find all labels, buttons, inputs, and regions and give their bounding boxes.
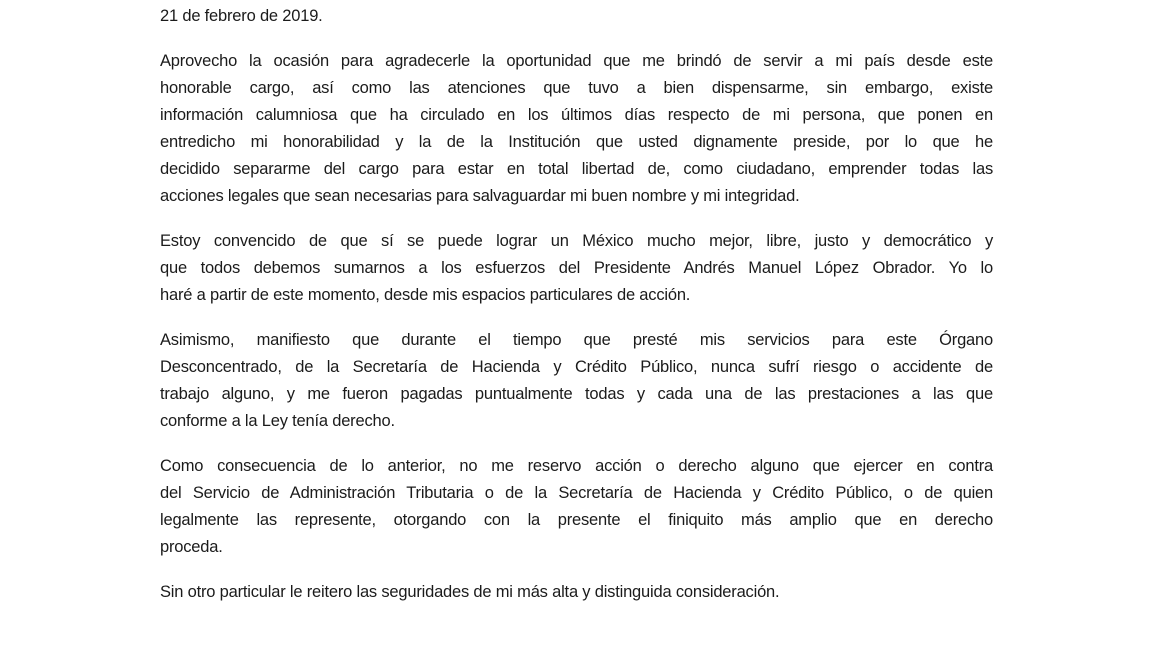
text-line: legalmente las represente, otorgando con la presente el finiquito más amplio que en derecho (160, 511, 993, 529)
text-line: decidido separarme del cargo para estar en total libertad de, como ciudadano, emprender todas las (160, 160, 993, 178)
paragraph (160, 579, 993, 606)
text-line: entredicho mi honorabilidad y la de la Institución que usted dignamente preside, por lo que he (160, 133, 993, 151)
text-line: del Servicio de Administración Tributaria o de la Secretaría de Hacienda y Crédito Público, o de quien (160, 484, 993, 502)
text-line: Como consecuencia de lo anterior, no me reservo acción o derecho alguno que ejercer en contra (160, 457, 993, 475)
paragraphs-container (160, 48, 993, 606)
text-line: conforme a la Ley tenía derecho. (160, 412, 395, 430)
date-line: 21 de febrero de 2019. (160, 7, 323, 25)
text-line: que todos debemos sumarnos a los esfuerzos del Presidente Andrés Manuel López Obrador. Yo lo (160, 259, 993, 277)
paragraph (160, 327, 993, 435)
text-line: Desconcentrado, de la Secretaría de Hacienda y Crédito Público, nunca sufrí riesgo o accidente de (160, 358, 993, 376)
text-line: Aprovecho la ocasión para agradecerle la oportunidad que me brindó de servir a mi país desde este (160, 52, 993, 70)
text-line: honorable cargo, así como las atenciones que tuvo a bien dispensarme, sin embargo, existe (160, 79, 993, 97)
text-line: trabajo alguno, y me fueron pagadas puntualmente todas y cada una de las prestaciones a las que (160, 385, 993, 403)
text-line: proceda. (160, 538, 223, 556)
paragraph (160, 48, 993, 210)
text-line: información calumniosa que ha circulado en los últimos días respecto de mi persona, que ponen en (160, 106, 993, 124)
text-line: Sin otro particular le reitero las seguridades de mi más alta y distinguida consideración. (160, 583, 780, 601)
text-line: Asimismo, manifiesto que durante el tiempo que presté mis servicios para este Órgano (160, 331, 993, 349)
letter-content (160, 3, 993, 606)
paragraph (160, 228, 993, 309)
text-line: acciones legales que sean necesarias para salvaguardar mi buen nombre y mi integridad. (160, 187, 800, 205)
paragraph (160, 453, 993, 561)
text-line: Estoy convencido de que sí se puede lograr un México mucho mejor, libre, justo y democrático y (160, 232, 993, 250)
text-line: haré a partir de este momento, desde mis espacios particulares de acción. (160, 286, 691, 304)
